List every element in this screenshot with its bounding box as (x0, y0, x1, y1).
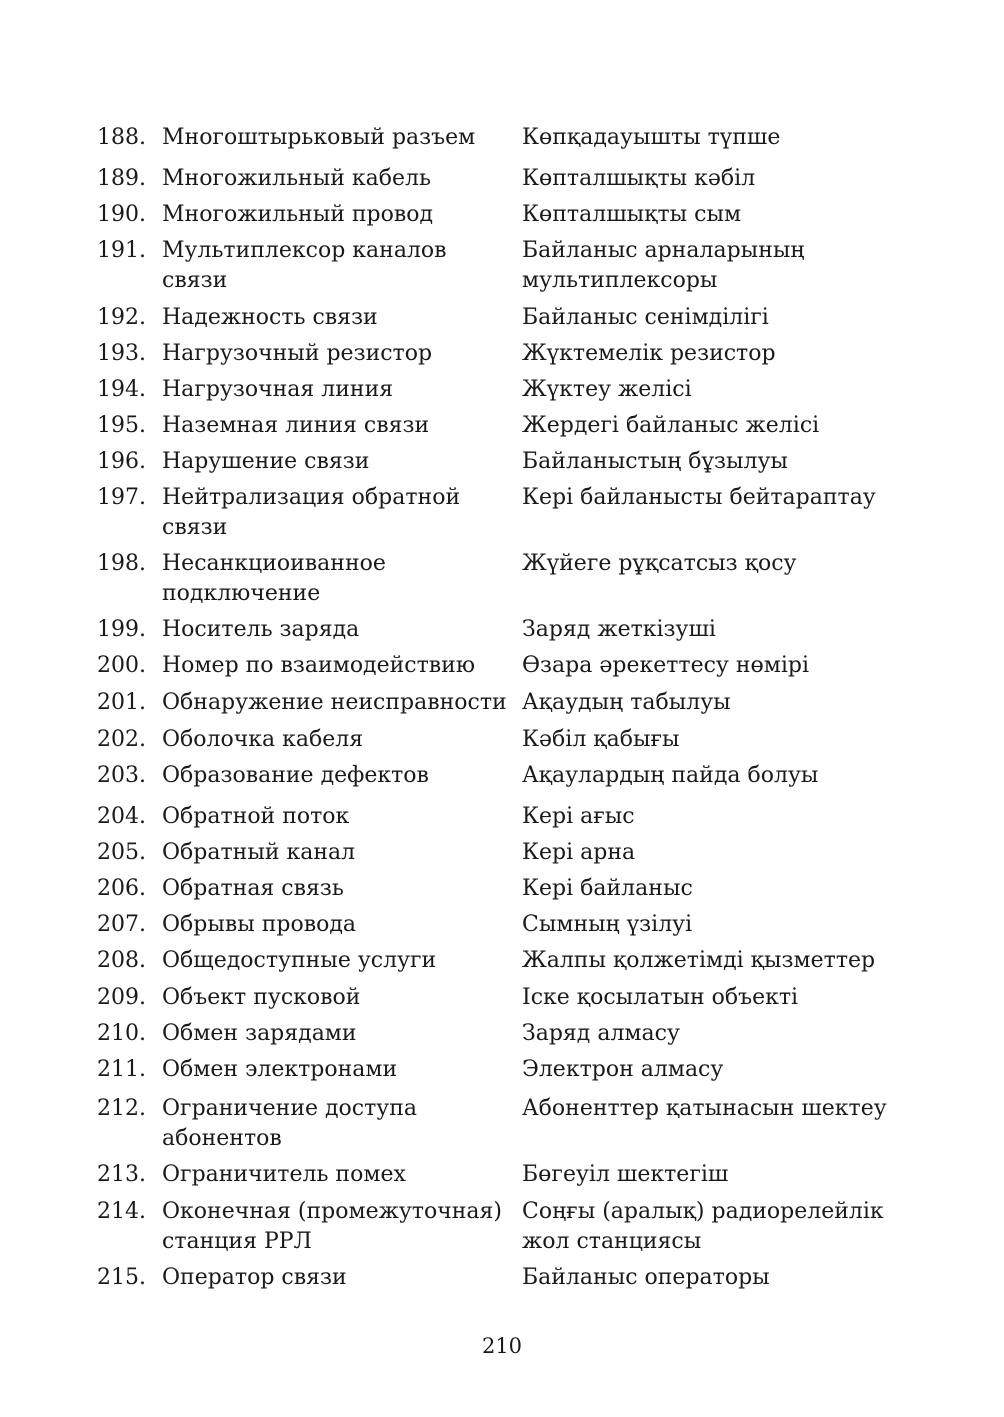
entry-term-kazakh: Жердегі байланыс желісі (522, 413, 820, 438)
entry-term-kazakh: Жүктемелік резистор (522, 341, 776, 366)
entry-term-kazakh: Көпталшықты кәбіл (522, 166, 756, 191)
entry-term-kazakh: Кері ағыс (522, 804, 635, 829)
entry-term-russian: Нарушение связи (162, 449, 370, 474)
entry-term-kazakh: Кері байланыс (522, 876, 693, 901)
entry-term-kazakh: Өзара әрекеттесу нөмірі (522, 653, 810, 678)
entry-term-kazakh: Ақаудың табылуы (522, 690, 731, 715)
entry-term-russian: Объект пусковой (162, 985, 361, 1010)
entry-number: 198. (97, 551, 146, 576)
entry-term-russian: Номер по взаимодействию (162, 653, 475, 678)
entry-term-kazakh: Жалпы қолжетімді қызметтер (522, 948, 876, 973)
entry-term-russian: Обратная связь (162, 876, 344, 901)
entry-term-russian: Многожильный провод (162, 202, 434, 227)
entry-term-kazakh: Бөгеуіл шектегіш (522, 1162, 729, 1187)
entry-term-russian: Мультиплексор каналов связи (162, 238, 447, 293)
entry-term-kazakh: Кері арна (522, 840, 636, 865)
entry-term-kazakh: Сымның үзілуі (522, 912, 693, 937)
entry-number: 192. (97, 305, 146, 330)
entry-term-russian: Обратный канал (162, 840, 356, 865)
entry-term-kazakh: Байланыстың бұзылуы (522, 449, 788, 474)
entry-term-kazakh: Абоненттер қатынасын шектеу (522, 1096, 887, 1121)
entry-number: 200. (97, 653, 146, 678)
entry-term-russian: Обнаружение неисправности (162, 690, 507, 715)
entry-number: 215. (97, 1265, 146, 1290)
entry-term-kazakh: Жүктеу желісі (522, 377, 692, 402)
entry-term-russian: Обмен электронами (162, 1057, 398, 1082)
entry-number: 203. (97, 763, 146, 788)
entry-term-russian: Обмен зарядами (162, 1021, 357, 1046)
entry-term-kazakh: Заряд жеткізуші (522, 617, 716, 642)
entry-number: 201. (97, 690, 146, 715)
entry-term-kazakh: Заряд алмасу (522, 1021, 680, 1046)
entry-term-russian: Носитель заряда (162, 617, 360, 642)
entry-term-kazakh: Іске қосылатын объекті (522, 985, 799, 1010)
entry-term-kazakh: Кері байланысты бейтараптау (522, 485, 876, 510)
entry-number: 194. (97, 377, 146, 402)
entry-number: 207. (97, 912, 146, 937)
entry-term-russian: Оконечная (промежуточная) станция РРЛ (162, 1199, 503, 1254)
entry-number: 204. (97, 804, 146, 829)
entry-term-kazakh: Соңғы (аралық) радиорелейлік жол станциясы (522, 1199, 884, 1254)
entry-term-russian: Обрывы провода (162, 912, 357, 937)
entry-term-kazakh: Кәбіл қабығы (522, 727, 680, 752)
entry-term-russian: Оператор связи (162, 1265, 347, 1290)
entry-term-kazakh: Көпқадауышты түпше (522, 125, 781, 150)
entry-term-russian: Несанкциоиванное подключение (162, 551, 386, 606)
entry-number: 189. (97, 166, 146, 191)
entry-number: 211. (97, 1057, 146, 1082)
entry-term-russian: Нагрузочная линия (162, 377, 394, 402)
entry-term-russian: Многоштырьковый разъем (162, 125, 476, 150)
entry-number: 197. (97, 485, 146, 510)
entry-term-kazakh: Электрон алмасу (522, 1057, 724, 1082)
entry-number: 205. (97, 840, 146, 865)
entry-term-kazakh: Байланыс операторы (522, 1265, 770, 1290)
entry-number: 202. (97, 727, 146, 752)
entry-term-russian: Образование дефектов (162, 763, 429, 788)
entry-term-kazakh: Ақаулардың пайда болуы (522, 763, 819, 788)
entry-number: 208. (97, 948, 146, 973)
entry-term-kazakh: Байланыс сенімділігі (522, 305, 769, 330)
entry-term-russian: Общедоступные услуги (162, 948, 437, 973)
entry-number: 214. (97, 1199, 146, 1224)
entry-number: 190. (97, 202, 146, 227)
entry-number: 193. (97, 341, 146, 366)
entry-term-russian: Ограничение доступа абонентов (162, 1096, 417, 1151)
entry-number: 196. (97, 449, 146, 474)
entry-number: 213. (97, 1162, 146, 1187)
entry-number: 199. (97, 617, 146, 642)
entry-number: 212. (97, 1096, 146, 1121)
entry-term-russian: Наземная линия связи (162, 413, 430, 438)
entry-number: 210. (97, 1021, 146, 1046)
entry-term-kazakh: Көпталшықты сым (522, 202, 742, 227)
entry-term-russian: Нейтрализация обратной связи (162, 485, 461, 540)
page-number: 210 (481, 1334, 523, 1358)
entry-number: 206. (97, 876, 146, 901)
entry-term-russian: Ограничитель помех (162, 1162, 406, 1187)
entry-term-russian: Обратной поток (162, 804, 350, 829)
entry-term-russian: Надежность связи (162, 305, 378, 330)
entry-number: 195. (97, 413, 146, 438)
entry-number: 188. (97, 125, 146, 150)
entry-term-kazakh: Жүйеге рұқсатсыз қосу (522, 551, 797, 576)
entry-number: 191. (97, 238, 146, 263)
entry-term-kazakh: Байланыс арналарының мультиплексоры (522, 238, 805, 293)
entry-number: 209. (97, 985, 146, 1010)
entry-term-russian: Многожильный кабель (162, 166, 431, 191)
entry-term-russian: Нагрузочный резистор (162, 341, 433, 366)
entry-term-russian: Оболочка кабеля (162, 727, 364, 752)
